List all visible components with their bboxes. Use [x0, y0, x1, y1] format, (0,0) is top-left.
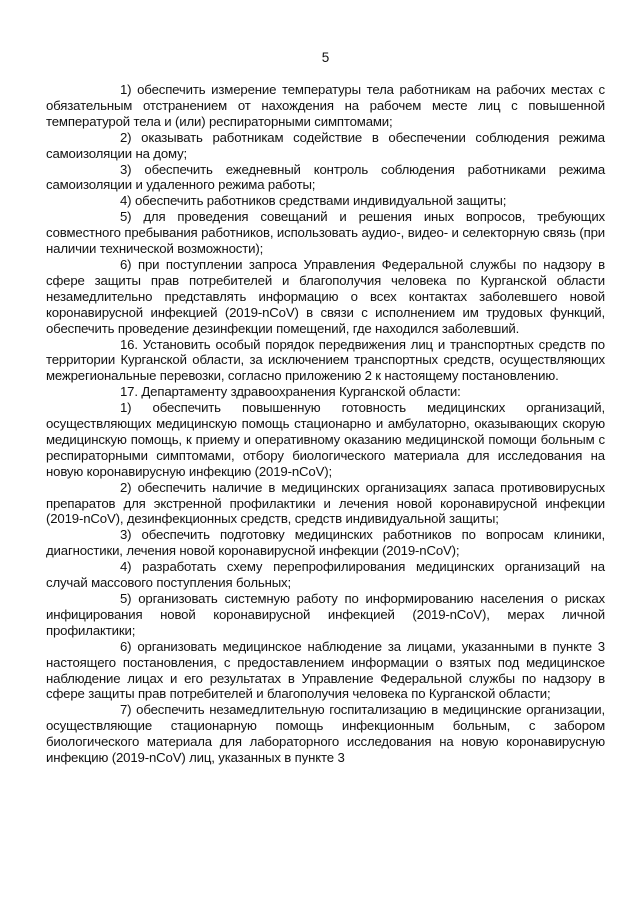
paragraph-17-item-3-staff-training: 3) обеспечить подготовку медицинских работников по вопросам клиники, диагностики, лечения новой коронавирусной инфекции (2019-nCoV); [46, 527, 605, 559]
paragraph-item-3-daily-control: 3) обеспечить ежедневный контроль соблюдения работниками режима самоизоляции и удаленного режима работы; [46, 161, 605, 193]
paragraph-item-6-contact-information: 6) при поступлении запроса Управления Федеральной службы по надзору в сфере защиты прав потребителей и благополучия человека по Курганской области незамедлительно представлять информацию о всех контактах заболевшего новой коронавирусной инфекцией (2019-nCoV) в связи с исполнением им трудовых функций, обеспечить проведение дезинфекции помещений, где находился заболевший. [46, 256, 605, 336]
paragraph-17-item-7-hospitalization: 7) обеспечить незамедлительную госпитализацию в медицинские организации, осуществляющие стационарную помощь инфекционным больным, с забором биологического материала для лабораторного исследования на новую коронавирусную инфекцию (2019-nCoV) лиц, указанных в пункте 3 [46, 702, 605, 766]
paragraph-item-2-self-isolation-support: 2) оказывать работникам содействие в обеспечении соблюдения режима самоизоляции на дому; [46, 129, 605, 161]
paragraph-item-4-protective-equipment: 4) обеспечить работников средствами индивидуальной защиты; [120, 193, 507, 209]
document-body [46, 82, 605, 766]
paragraph-17-item-1-readiness: 1) обеспечить повышенную готовность медицинских организаций, осуществляющих медицинскую помощь стационарно и амбулаторно, оказывающих скорую медицинскую помощь, к приему и оперативному оказанию медицинской помощи больным с респираторными симптомами, отбору биологического материала для исследования на новую коронавирусную инфекцию (2019-nCoV); [46, 400, 605, 479]
paragraph-item-5-remote-communication: 5) для проведения совещаний и решения иных вопросов, требующих совместного пребывания работников, использовать аудио-, видео- и селекторную связь (при наличии технической возможности); [46, 209, 605, 257]
paragraph-17-item-4-reprofiling-scheme: 4) разработать схему перепрофилирования медицинских организаций на случай массового поступления больных; [46, 559, 605, 591]
paragraph-clause-16-movement-order: 16. Установить особый порядок передвижения лиц и транспортных средств по территории Курганской области, за исключением транспортных средств, осуществляющих межрегиональные перевозки, согласно приложению 2 к настоящему постановлению. [46, 336, 605, 384]
page-number: 5 [321, 50, 330, 65]
paragraph-item-1-measure-temperature: 1) обеспечить измерение температуры тела работникам на рабочих местах с обязательным отстранением от нахождения на рабочем месте лиц с повышенной температурой тела и (или) респираторными симптомами; [46, 82, 605, 129]
paragraph-17-item-6-medical-observation: 6) организовать медицинское наблюдение за лицами, указанными в пункте 3 настоящего постановления, с предоставлением информации о взятых под медицинское наблюдение лицах и его результатах в Управление Федеральной службы по надзору в сфере защиты прав потребителей и благополучия человека по Курганской области; [46, 638, 605, 702]
paragraph-clause-17-health-department: 17. Департаменту здравоохранения Курганской области: [120, 384, 461, 400]
paragraph-17-item-2-antiviral-stock: 2) обеспечить наличие в медицинских организациях запаса противовирусных препаратов для экстренной профилактики и лечения новой коронавирусной инфекции (2019-nCoV), дезинфекционных средств, средств индивидуальной защиты; [46, 479, 605, 527]
paragraph-17-item-5-public-informing: 5) организовать системную работу по информированию населения о рисках инфицирования новой коронавирусной инфекцией (2019-nCoV), мерах личной профилактики; [46, 591, 605, 638]
